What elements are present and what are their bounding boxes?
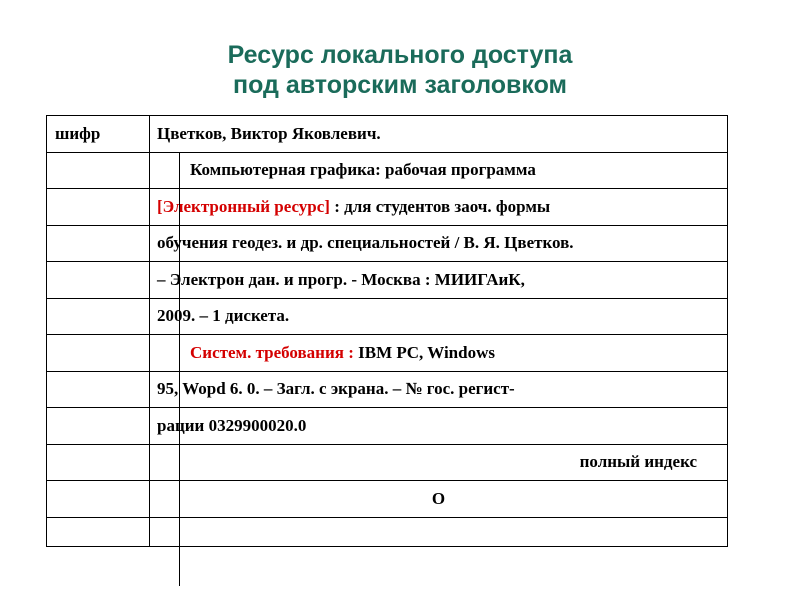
full-index-label: полный индекс <box>150 444 728 481</box>
physical-description-entry: 2009. – 1 дискета. <box>150 298 728 335</box>
publication-entry: – Электрон дан. и прогр. - Москва : МИИГАиК, <box>150 262 728 299</box>
table-row <box>47 189 728 226</box>
table-row <box>47 517 728 546</box>
code-cell <box>47 225 150 262</box>
catalog-card-table <box>46 115 728 547</box>
code-cell <box>47 517 150 546</box>
system-requirements-text: IBM PC, Windows <box>358 342 495 362</box>
title-line-1: Ресурс локального доступа <box>227 41 573 69</box>
title-line-2: под авторским заголовком <box>232 71 568 99</box>
code-cell <box>47 371 150 408</box>
table-row <box>47 335 728 372</box>
code-cell <box>47 481 150 518</box>
code-cell <box>47 335 150 372</box>
empty-entry <box>150 517 728 546</box>
responsibility-entry: обучения геодез. и др. специальностей / В. Я. Цветков. <box>150 225 728 262</box>
index-letter: О <box>150 481 728 518</box>
code-cell <box>47 298 150 335</box>
code-cell <box>47 152 150 189</box>
resource-type-entry <box>150 189 728 226</box>
table-row <box>47 298 728 335</box>
slide-title <box>0 40 800 100</box>
table-row <box>47 262 728 299</box>
table-row <box>47 481 728 518</box>
resource-type-text: : для студентов заоч. формы <box>329 196 551 216</box>
system-requirements-entry <box>150 335 728 372</box>
indent-guide-line <box>179 152 180 586</box>
system-requirements-label: Систем. требования : <box>190 342 359 362</box>
code-cell <box>47 262 150 299</box>
table-row <box>47 371 728 408</box>
code-cell <box>47 408 150 445</box>
table-row <box>47 116 728 153</box>
code-cell <box>47 189 150 226</box>
table-row <box>47 408 728 445</box>
code-label: шифр <box>47 116 150 153</box>
author-heading: Цветков, Виктор Яковлевич. <box>150 116 728 153</box>
code-cell <box>47 444 150 481</box>
registration-entry: рации 0329900020.0 <box>150 408 728 445</box>
table-row <box>47 152 728 189</box>
table-row <box>47 444 728 481</box>
title-entry: Компьютерная графика: рабочая программа <box>150 152 728 189</box>
table-row <box>47 225 728 262</box>
notes-entry: 95, Wopd 6. 0. – Загл. с экрана. – № гос. регист- <box>150 371 728 408</box>
material-designation: [Электронный ресурс] <box>157 196 330 216</box>
